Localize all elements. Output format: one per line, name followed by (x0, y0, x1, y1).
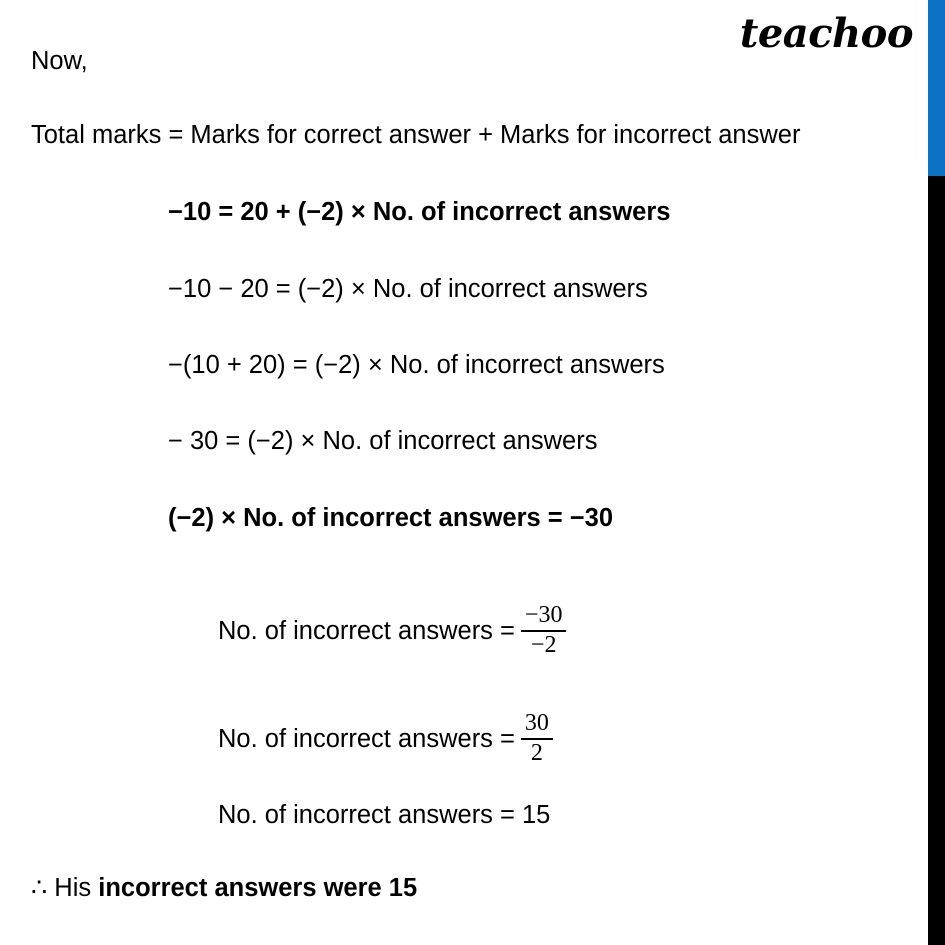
fraction-minus30-over-minus2 (521, 603, 567, 659)
conclusion-answer: incorrect answers were 15 (98, 874, 418, 902)
fraction-step-2-label: No. of incorrect answers = (218, 725, 515, 754)
step-line-1: −10 = 20 + (−2) × No. of incorrect answers (168, 198, 671, 226)
blue-accent-bar (928, 0, 945, 176)
teachoo-logo: teachoo (739, 10, 913, 57)
total-marks-relation: Total marks = Marks for correct answer + Marks for incorrect answer (31, 121, 801, 149)
intro-label: Now, (31, 47, 88, 75)
result-line: No. of incorrect answers = 15 (218, 801, 551, 829)
fraction-30-over-2 (521, 711, 553, 767)
fraction-denominator: −2 (521, 630, 567, 659)
step-line-2: −10 − 20 = (−2) × No. of incorrect answers (168, 275, 648, 303)
black-accent-bar (928, 176, 945, 945)
conclusion-line (31, 874, 417, 902)
fraction-numerator: 30 (524, 710, 549, 736)
conclusion-prefix: ∴ His (31, 874, 99, 902)
fraction-denominator: 2 (521, 738, 553, 767)
fraction-numerator: −30 (524, 602, 563, 628)
right-edge-bars (928, 0, 945, 945)
step-line-5: (−2) × No. of incorrect answers = −30 (168, 504, 614, 532)
fraction-step-1-label: No. of incorrect answers = (218, 617, 515, 646)
step-line-3: −(10 + 20) = (−2) × No. of incorrect answers (168, 351, 665, 379)
step-line-4: − 30 = (−2) × No. of incorrect answers (168, 427, 598, 455)
fraction-step-1 (218, 604, 566, 660)
fraction-step-2 (218, 712, 553, 768)
